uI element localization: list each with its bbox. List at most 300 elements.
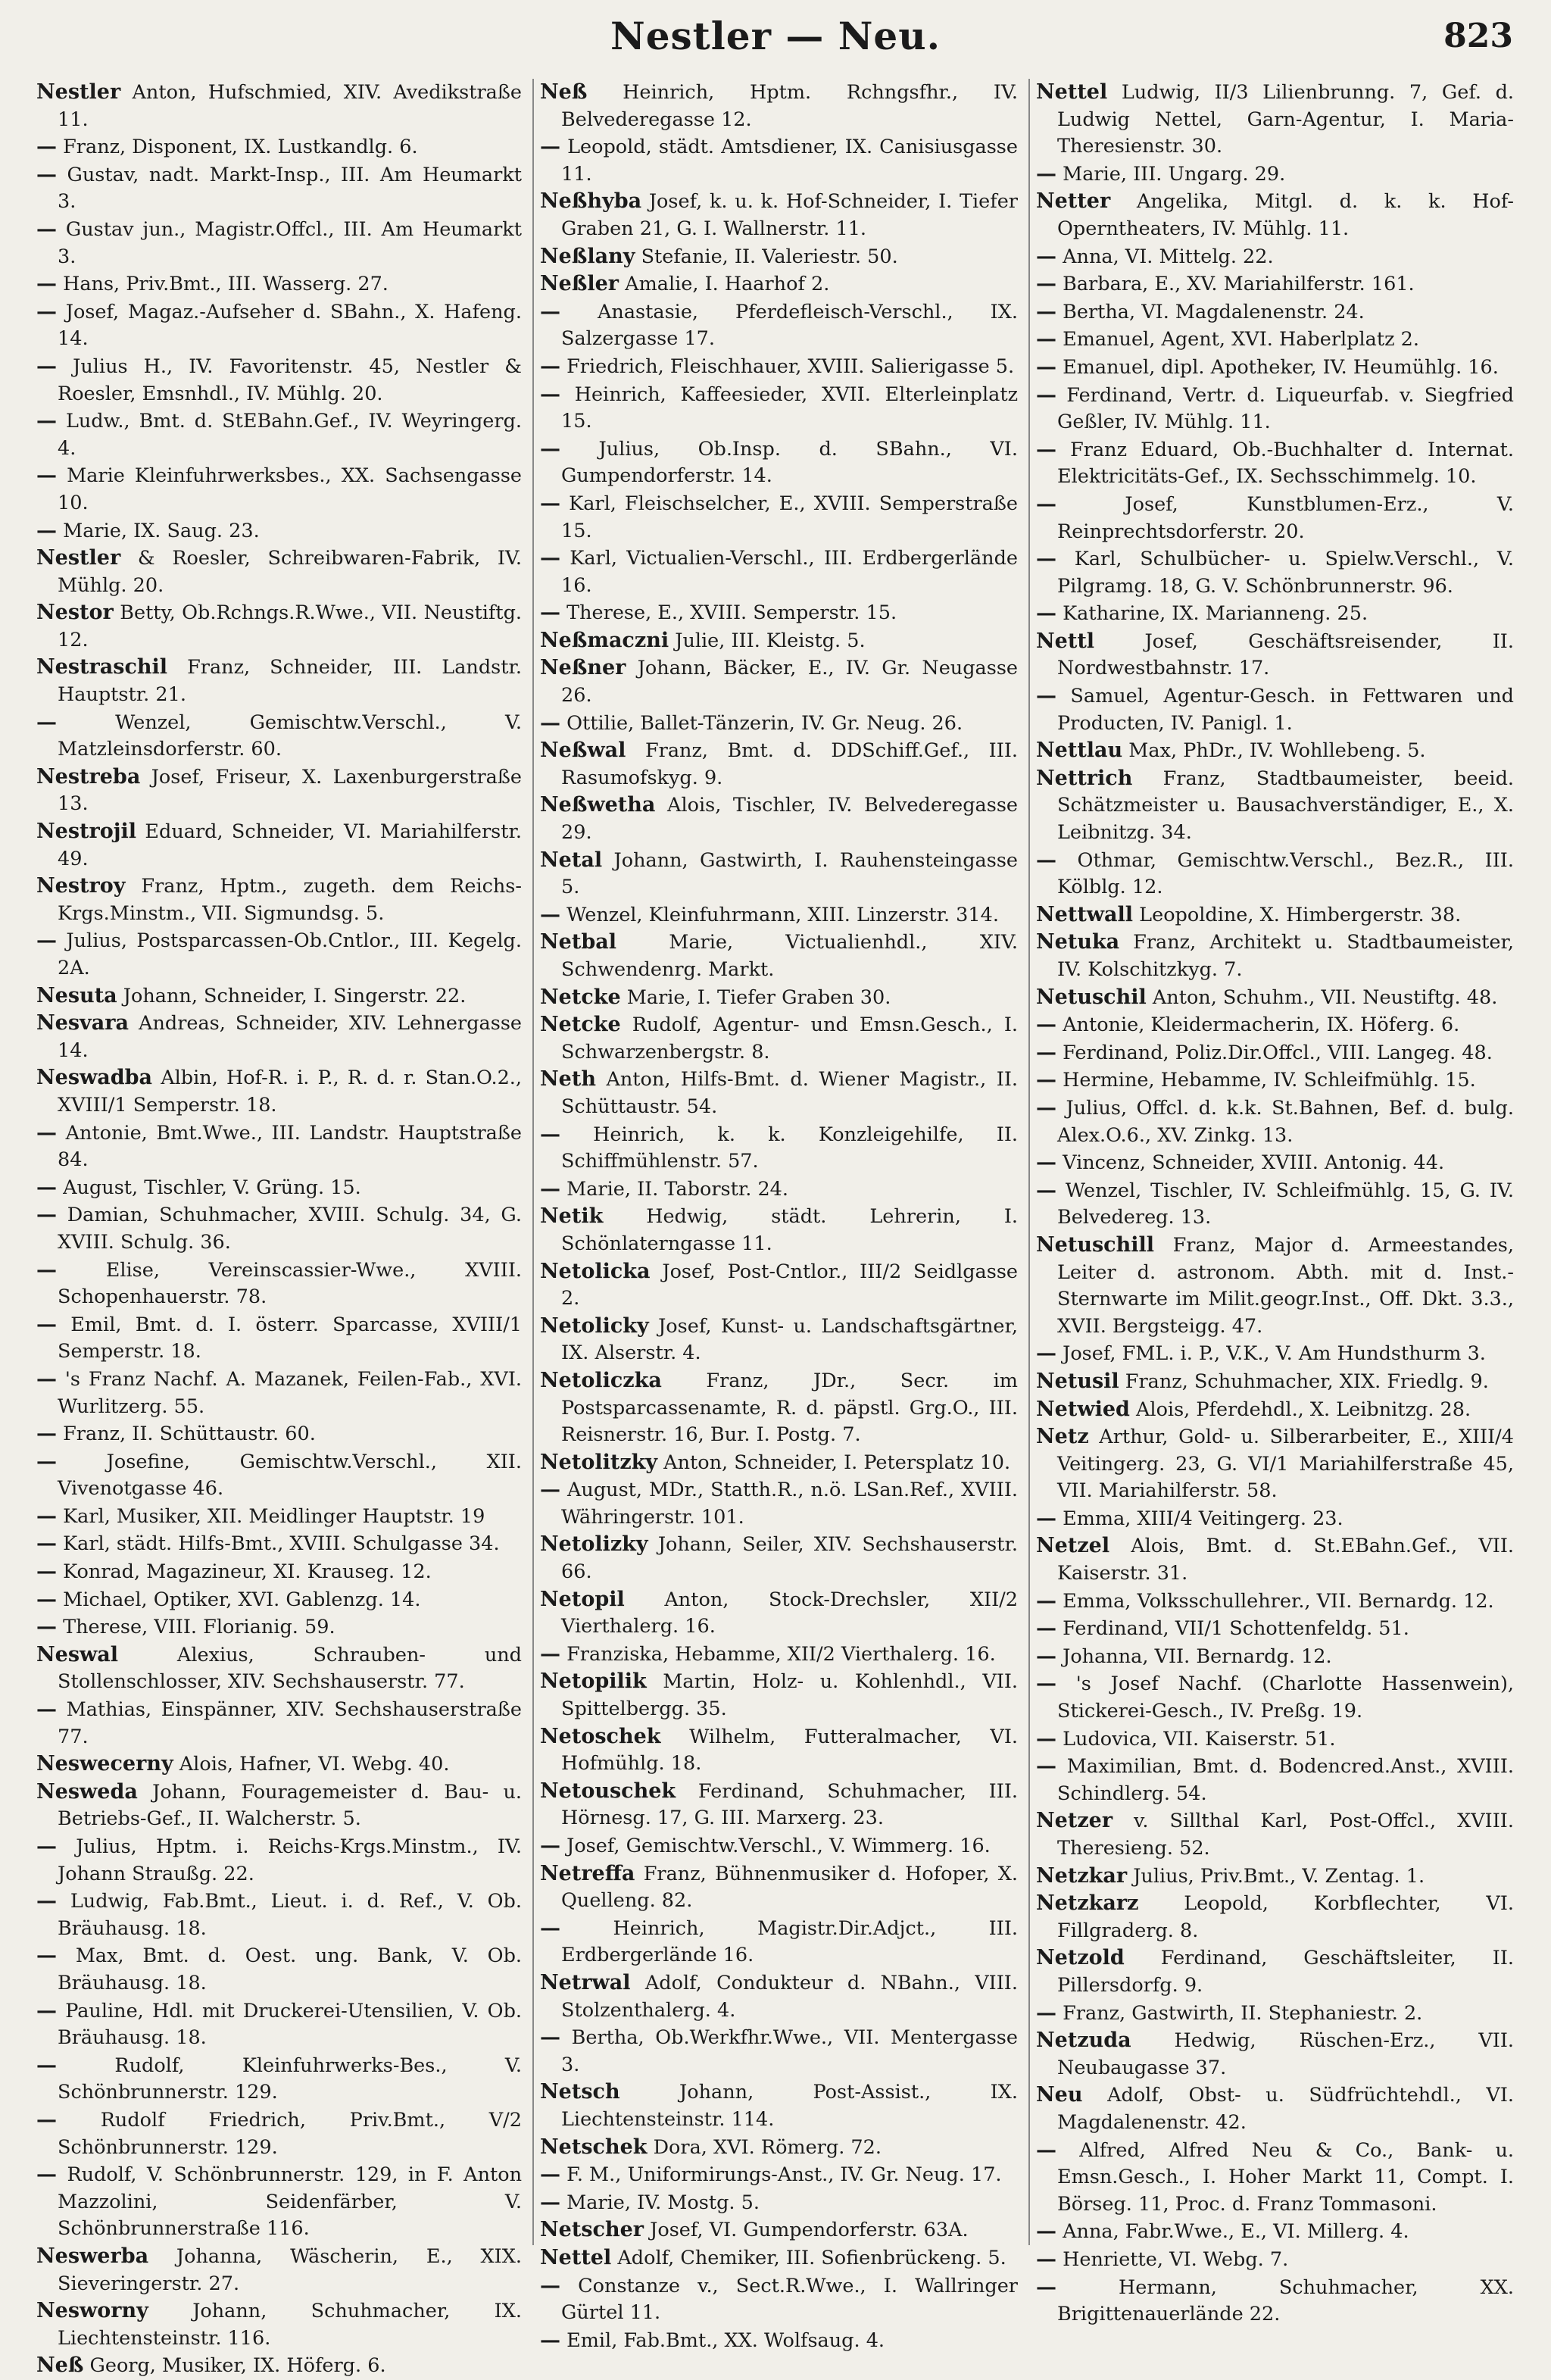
directory-entry [36, 2161, 522, 2243]
entry-details: & Roesler, Schreibwaren-Fabrik, IV. Mühlg. 20. [58, 547, 523, 597]
directory-entry [1036, 79, 1514, 161]
entry-details: Friedrich, Fleischhauer, XVIII. Salierigasse 5. [566, 355, 1015, 378]
entry-surname: Neßmaczni [540, 628, 669, 652]
entry-details: Rudolf, Agentur- und Emsn.Gesch., I. Schwarzenbergstr. 8. [561, 1014, 1018, 1064]
directory-entry [1036, 1588, 1514, 1616]
directory-entry [540, 627, 1018, 655]
entry-details: Karl, Victualien-Verschl., III. Erdbergerlände 16. [561, 547, 1018, 597]
entry-surname: — [1036, 848, 1056, 872]
entry-surname: — [1036, 2219, 1056, 2244]
entry-surname: Netopilik [540, 1669, 647, 1694]
entry-surname: Netouschek [540, 1779, 676, 1803]
entry-details: v. Sillthal Karl, Post-Offcl., XVIII. Theresieng. 52. [1057, 1810, 1514, 1860]
entry-details: Karl, städt. Hilfs-Bmt., XVIII. Schulgasse 34. [63, 1532, 500, 1556]
directory-entry [1036, 1615, 1514, 1643]
entry-surname: — [36, 710, 57, 734]
entry-details: Ludwig, II/3 Lilienbrunng. 7, Gef. d. Ludwig Nettel, Garn-Agentur, I. Maria-Theresienstr. 30. [1057, 81, 1515, 158]
entry-surname: — [540, 1122, 560, 1146]
directory-entry [1036, 354, 1514, 382]
entry-surname: — [36, 1698, 57, 1722]
entry-details: Franz, Major d. Armeestandes, Leiter d. astronom. Abth. mit d. Inst.-Sternwarte im Milit.geogr.Inst., Off. Dkt. 3.3., XVII. Bergsteigg. 47. [1057, 1233, 1515, 1338]
directory-entry [36, 1311, 522, 1366]
entry-details: Josef, Geschäftsreisender, II. Nordwestbahnstr. 17. [1057, 629, 1514, 680]
entry-details: Josef, Post-Cntlor., III/2 Seidlgasse 2. [561, 1260, 1019, 1310]
directory-entry [540, 1723, 1018, 1778]
entry-surname: Nestler [36, 80, 121, 104]
entry-details: Anna, VI. Mittelg. 22. [1063, 245, 1274, 268]
directory-entry [540, 1832, 1018, 1860]
entry-details: Leopoldine, X. Himbergerstr. 38. [1139, 903, 1462, 926]
entry-details: Ferdinand, Geschäftsleiter, II. Pillersdorfg. 9. [1057, 1947, 1514, 1997]
directory-entry [540, 1531, 1018, 1585]
directory-entry [36, 2107, 522, 2161]
entry-surname: — [36, 464, 57, 488]
directory-entry [540, 901, 1018, 929]
entry-details: Anastasie, Pferdefleisch-Verschl., IX. Salzergasse 17. [561, 300, 1018, 351]
entry-details: Emil, Bmt. d. I. österr. Sparcasse, XVIII/1 Semperstr. 18. [58, 1313, 523, 1363]
directory-entry [540, 2161, 1018, 2189]
entry-details: August, MDr., Statth.R., n.ö. LSan.Ref., XVIII. Währingerstr. 101. [561, 1479, 1018, 1529]
column-3 [1028, 79, 1515, 2326]
directory-entry [1036, 2000, 1514, 2028]
entry-details: Johann, Seiler, XIV. Sechshauserstr. 66. [561, 1533, 1019, 1584]
directory-entry [540, 1258, 1018, 1313]
entry-surname: — [36, 1257, 57, 1282]
directory-entry [36, 982, 522, 1010]
entry-surname: — [1036, 1506, 1056, 1530]
directory-entry [540, 1449, 1018, 1477]
directory-entry [540, 847, 1018, 901]
entry-details: Ferdinand, Schuhmacher, III. Hörnesg. 17, G. III. Marxerg. 23. [561, 1779, 1019, 1830]
entry-details: Ferdinand, Vertr. d. Liqueurfab. v. Siegfried Geßler, IV. Mühlg. 11. [1057, 383, 1514, 434]
directory-entry [540, 1586, 1018, 1641]
entry-details: Henriette, VI. Webg. 7. [1063, 2247, 1289, 2271]
directory-entry [1036, 2027, 1514, 2082]
entry-details: Heinrich, k. k. Konzleigehilfe, II. Schiffmühlenstr. 57. [561, 1123, 1018, 1173]
directory-entry [1036, 188, 1514, 242]
column-2 [532, 79, 1019, 2352]
entry-details: Franz, Stadtbaumeister, beeid. Schätzmeister u. Bausachverständiger, E., X. Leibnitzg. 34. [1057, 767, 1515, 845]
entry-details: Johanna, VII. Bernardg. 12. [1063, 1644, 1332, 1668]
entry-surname: — [1036, 2138, 1056, 2162]
directory-entry [36, 517, 522, 545]
directory-entry [540, 2024, 1018, 2079]
entry-surname: — [36, 162, 57, 186]
entry-details: Franz, Bmt. d. DDSchiff.Gef., III. Rasumofskyg. 9. [561, 739, 1018, 789]
entry-surname: — [36, 1203, 57, 1227]
entry-surname: — [36, 217, 57, 241]
entry-details: Leopold, städt. Amtsdiener, IX. Canisiusgasse 11. [561, 136, 1018, 186]
directory-entry [1036, 2274, 1514, 2328]
entry-details: Josef, FML. i. P., V.K., V. Am Hundsthurm 3. [1063, 1342, 1486, 1366]
entry-surname: — [1036, 1178, 1056, 1202]
entry-surname: — [1036, 1151, 1056, 1175]
entry-surname: Neß [36, 2353, 84, 2378]
entry-surname: Netter [1036, 189, 1111, 214]
directory-entry [36, 1641, 522, 1696]
directory-entry [1036, 2246, 1514, 2274]
directory-entry [1036, 1670, 1514, 1725]
entry-surname: — [36, 1560, 57, 1584]
entry-surname: — [540, 2273, 560, 2297]
entry-surname: — [540, 902, 560, 926]
directory-entry [36, 408, 522, 462]
entry-details: Wenzel, Gemischtw.Verschl., V. Matzleinsdorferstr. 60. [58, 711, 523, 761]
entry-surname: Nestreba [36, 764, 141, 789]
entry-surname: — [540, 1641, 560, 1666]
entry-details: Alois, Hafner, VI. Webg. 40. [179, 1753, 450, 1776]
entry-details: Rudolf Friedrich, Priv.Bmt., V/2 Schönbrunnerstr. 129. [58, 2108, 523, 2159]
entry-surname: Nesweda [36, 1779, 138, 1804]
entry-surname: Neswal [36, 1642, 119, 1666]
entry-surname: Netsch [540, 2080, 620, 2104]
directory-entry [1036, 243, 1514, 271]
entry-surname: — [36, 1889, 57, 1913]
entry-surname: — [1036, 1672, 1056, 1696]
entry-surname: Netzkarz [1036, 1891, 1139, 1916]
entry-surname: Nettlau [1036, 739, 1123, 763]
entry-details: Samuel, Agentur-Gesch. in Fettwaren und Producten, IV. Panigl. 1. [1057, 685, 1514, 735]
entry-details: Josef, Friseur, X. Laxenburgerstraße 13. [58, 765, 522, 816]
entry-details: Anton, Hilfs-Bmt. d. Wiener Magistr., II. Schüttaustr. 54. [561, 1068, 1018, 1118]
directory-entry [540, 243, 1018, 271]
entry-surname: Nettrich [1036, 766, 1133, 790]
entry-details: Martin, Holz- u. Kohlenhdl., VII. Spittelbergg. 35. [561, 1670, 1018, 1721]
entry-details: Anton, Schneider, I. Petersplatz 10. [663, 1451, 1011, 1474]
entry-surname: — [540, 2025, 560, 2050]
entry-surname: Netuka [1036, 930, 1120, 954]
directory-entry [1036, 1011, 1514, 1039]
entry-surname: — [1036, 1068, 1056, 1092]
directory-entry [36, 79, 522, 133]
directory-entry [1036, 1753, 1514, 1807]
entry-surname: Netzkar [1036, 1863, 1128, 1888]
entry-details: Julius, Priv.Bmt., V. Zentag. 1. [1133, 1864, 1425, 1888]
directory-entry [540, 2244, 1018, 2272]
directory-entry [1036, 1095, 1514, 1149]
directory-entry [36, 1997, 522, 2052]
entry-surname: Nesworny [36, 2299, 148, 2323]
directory-entry [1036, 298, 1514, 326]
entry-surname: — [36, 1366, 57, 1391]
entry-surname: — [36, 1504, 57, 1528]
entry-surname: Netzer [1036, 1809, 1113, 1833]
entry-details: Mathias, Einspänner, XIV. Sechshauserstraße 77. [58, 1698, 523, 1748]
directory-entry [36, 2352, 522, 2380]
entry-surname: — [1036, 1095, 1056, 1120]
entry-details: Franziska, Hebamme, XII/2 Vierthalerg. 16. [566, 1642, 996, 1666]
entry-surname: — [1036, 161, 1056, 186]
entry-surname: Nestroy [36, 874, 126, 898]
directory-entry [36, 1120, 522, 1174]
directory-entry [1036, 1396, 1514, 1424]
entry-details: Marie Kleinfuhrwerksbes., XX. Sachsengasse 10. [58, 464, 522, 514]
directory-entry [1036, 1944, 1514, 1999]
entry-details: Marie, I. Tiefer Graben 30. [626, 985, 891, 1009]
entry-details: Emma, XIII/4 Veitingerg. 23. [1063, 1507, 1343, 1530]
directory-entry [36, 1530, 522, 1558]
entry-surname: Nestrojil [36, 820, 137, 844]
entry-surname: — [36, 1175, 57, 1199]
directory-entry [36, 2297, 522, 2352]
entry-details: Antonie, Bmt.Wwe., III. Landstr. Hauptstraße 84. [58, 1121, 522, 1172]
entry-surname: — [36, 1944, 57, 1968]
entry-details: Stefanie, II. Valeriestr. 50. [641, 245, 898, 268]
directory-entry [540, 1778, 1018, 1832]
directory-entry [1036, 161, 1514, 189]
entry-surname: — [36, 1422, 57, 1446]
entry-surname: — [36, 2163, 57, 2187]
entry-surname: — [1036, 327, 1056, 351]
entry-details: Barbara, E., XV. Mariahilferstr. 161. [1063, 273, 1415, 296]
directory-entry [36, 1833, 522, 1888]
entry-details: Max, Bmt. d. Oest. ung. Bank, V. Ob. Bräuhausg. 18. [58, 1944, 522, 1994]
directory-entry [1036, 628, 1514, 682]
entry-details: Othmar, Gemischtw.Verschl., Bez.R., III. Kölblg. 12. [1057, 848, 1514, 899]
entry-details: Marie, IX. Saug. 23. [63, 519, 260, 542]
entry-details: Julius, Offcl. d. k.k. St.Bahnen, Bef. d. bulg. Alex.O.6., XV. Zinkg. 13. [1057, 1096, 1514, 1147]
entry-details: Gustav, nadt. Markt-Insp., III. Am Heumarkt 3. [58, 163, 522, 214]
directory-entry [36, 1257, 522, 1311]
directory-entry [1036, 737, 1514, 765]
directory-entry [1036, 901, 1514, 929]
entry-surname: — [36, 409, 57, 433]
entry-surname: Nesuta [36, 983, 117, 1007]
directory-entry [1036, 2082, 1514, 2136]
entry-surname: — [36, 1835, 57, 1858]
entry-surname: — [36, 1312, 57, 1336]
entry-surname: — [540, 711, 560, 735]
entry-details: Josef, Magaz.-Aufseher d. SBahn., X. Hafeng. 14. [58, 300, 522, 351]
entry-surname: — [540, 382, 560, 406]
directory-entry [1036, 1532, 1514, 1587]
entry-surname: — [1036, 1013, 1056, 1037]
entry-surname: — [1036, 547, 1056, 571]
directory-entry [540, 929, 1018, 983]
directory-entry [540, 1176, 1018, 1204]
directory-entry [1036, 382, 1514, 436]
entry-details: Johann, Post-Assist., IX. Liechtensteinstr. 114. [561, 2081, 1018, 2131]
entry-details: Johann, Bäcker, E., IV. Gr. Neugasse 26. [561, 657, 1018, 707]
entry-details: Amalie, I. Haarhof 2. [625, 273, 830, 296]
entry-surname: — [36, 1587, 57, 1611]
directory-entry [540, 545, 1018, 599]
directory-entry [540, 270, 1018, 298]
entry-surname: Neswadba [36, 1066, 153, 1090]
entry-surname: Nettel [1036, 80, 1108, 104]
entry-details: Karl, Musiker, XII. Meidlinger Hauptstr. 19 [63, 1504, 485, 1528]
directory-entry [540, 792, 1018, 846]
directory-entry [540, 1121, 1018, 1176]
entry-details: Adolf, Obst- u. Südfrüchtehdl., VI. Magdalenenstr. 42. [1057, 2084, 1514, 2134]
entry-surname: Netoschek [540, 1724, 661, 1748]
entry-surname: — [36, 1532, 57, 1556]
directory-entry [1036, 1423, 1514, 1505]
directory-entry [36, 1503, 522, 1531]
entry-surname: — [540, 2163, 560, 2187]
entry-surname: Netzold [1036, 1946, 1125, 1970]
entry-details: Arthur, Gold- u. Silberarbeiter, E., XIII/4 Veitingerg. 23, G. VI/1 Mariahilferstraße 45, VII. Mariahilferstr. 58. [1057, 1426, 1515, 1503]
directory-entry [1036, 1890, 1514, 1944]
directory-entry [36, 599, 522, 654]
entry-details: Betty, Ob.Rchngs.R.Wwe., VII. Neustiftg. 12. [58, 601, 522, 651]
directory-entry [36, 1174, 522, 1202]
entry-details: Hedwig, Rüschen-Erz., VII. Neubaugasse 37. [1057, 2029, 1515, 2079]
entry-surname: Netcke [540, 1013, 621, 1037]
entry-surname: — [1036, 492, 1056, 516]
directory-entry [36, 1064, 522, 1119]
directory-entry [1036, 1368, 1514, 1396]
directory-entry [1036, 682, 1514, 737]
entry-details: Heinrich, Hptm. Rchngsfhr., IV. Belvederegasse 12. [561, 81, 1019, 131]
entry-details: Pauline, Hdl. mit Druckerei-Utensilien, V. Ob. Bräuhausg. 18. [58, 1999, 522, 2050]
entry-surname: — [36, 299, 57, 323]
entry-details: Josef, Kunst- u. Landschaftsgärtner, IX. Alserstr. 4. [561, 1314, 1019, 1365]
entry-surname: Netal [540, 848, 603, 872]
directory-entry [1036, 1340, 1514, 1368]
entry-details: Ferdinand, VII/1 Schottenfeldg. 51. [1063, 1617, 1409, 1641]
entry-surname: Neth [540, 1067, 596, 1092]
entry-details: Franz, Disponent, IX. Lustkandlg. 6. [63, 136, 418, 159]
entry-surname: Nesvara [36, 1011, 129, 1035]
entry-details: Josef, Kunstblumen-Erz., V. Reinprechtsdorferstr. 20. [1057, 492, 1514, 543]
entry-details: Emil, Fab.Bmt., XX. Wolfsaug. 4. [566, 2328, 885, 2352]
entry-surname: Neßler [540, 272, 619, 296]
entry-details: Max, PhDr., IV. Wohllebeng. 5. [1128, 739, 1426, 763]
entry-details: Wenzel, Tischler, IV. Schleifmühlg. 15, G. IV. Belvedereg. 13. [1057, 1179, 1515, 1229]
entry-details: Rudolf, Kleinfuhrwerks-Bes., V. Schönbrunnerstr. 129. [58, 2054, 522, 2104]
directory-entry [36, 1942, 522, 1997]
entry-details: Emanuel, dipl. Apotheker, IV. Heumühlg. 16. [1063, 355, 1499, 379]
directory-entry [1036, 270, 1514, 298]
directory-entry [540, 1313, 1018, 1367]
directory-columns [36, 79, 1515, 2378]
entry-details: Josef, k. u. k. Hof-Schneider, I. Tiefer Graben 21, G. I. Wallnerstr. 11. [561, 190, 1018, 240]
entry-details: Franz, Schuhmacher, XIX. Friedlg. 9. [1125, 1370, 1489, 1393]
entry-details: Johann, Schneider, I. Singerstr. 22. [123, 984, 467, 1007]
entry-surname: — [36, 2053, 57, 2077]
entry-surname: — [1036, 437, 1056, 461]
directory-entry [1036, 765, 1514, 847]
directory-entry [540, 353, 1018, 381]
directory-entry [36, 545, 522, 599]
directory-entry [36, 1586, 522, 1614]
directory-entry [36, 2052, 522, 2107]
entry-surname: — [540, 2190, 560, 2214]
directory-entry [540, 599, 1018, 627]
entry-surname: Netoliczka [540, 1368, 662, 1392]
entry-details: Julius H., IV. Favoritenstr. 45, Nestler & Roesler, Emsnhdl., IV. Mühlg. 20. [58, 355, 523, 405]
directory-entry [36, 1751, 522, 1779]
entry-surname: — [540, 1478, 560, 1502]
entry-details: Johann, Fouragemeister d. Bau- u. Betriebs-Gef., II. Walcherstr. 5. [58, 1780, 523, 1831]
entry-surname: — [36, 1615, 57, 1639]
entry-surname: — [36, 1449, 57, 1473]
entry-surname: Nestraschil [36, 655, 168, 679]
entry-surname: — [36, 1120, 57, 1145]
entry-details: Bertha, VI. Magdalenenstr. 24. [1063, 300, 1365, 323]
entry-surname: — [36, 1998, 57, 2022]
directory-entry [540, 188, 1018, 242]
entry-details: Emanuel, Agent, XVI. Haberlplatz 2. [1063, 328, 1419, 351]
entry-details: Hans, Priv.Bmt., III. Wasserg. 27. [63, 273, 389, 296]
entry-surname: — [1036, 1726, 1056, 1751]
entry-details: Franz Eduard, Ob.-Buchhalter d. Internat. Elektricitäts-Gef., IX. Sechsschimmelg. 10. [1057, 438, 1514, 489]
entry-surname: — [36, 2107, 57, 2132]
entry-surname: Netwied [1036, 1397, 1130, 1421]
entry-surname: — [540, 546, 560, 570]
directory-entry [36, 1010, 522, 1064]
entry-surname: — [540, 299, 560, 323]
entry-details: Ottilie, Ballet-Tänzerin, IV. Gr. Neug. 26. [566, 711, 963, 735]
entry-details: August, Tischler, V. Grüng. 15. [63, 1176, 361, 1199]
entry-surname: Netbal [540, 930, 616, 954]
entry-surname: — [540, 491, 560, 515]
directory-entry [36, 133, 522, 161]
entry-details: Alfred, Alfred Neu & Co., Bank- u. Emsn.Gesch., I. Hoher Markt 11, Compt. I. Börseg. 11, Proc. d. Franz Tommasoni. [1057, 2138, 1515, 2216]
directory-entry [36, 1613, 522, 1641]
entry-surname: Neßhyba [540, 189, 642, 214]
entry-details: Josefine, Gemischtw.Verschl., XII. Vivenotgasse 46. [58, 1450, 522, 1501]
entry-details: Josef, VI. Gumpendorferstr. 63A. [650, 2219, 969, 2242]
entry-surname: — [1036, 1341, 1056, 1366]
directory-entry [36, 927, 522, 982]
entry-surname: — [1036, 355, 1056, 379]
entry-surname: Netschek [540, 2135, 648, 2159]
page-number: 823 [1443, 17, 1513, 55]
entry-surname: — [36, 354, 57, 378]
entry-details: Damian, Schuhmacher, XVIII. Schulg. 34, G. XVIII. Schulg. 36. [58, 1204, 522, 1254]
entry-surname: — [540, 1834, 560, 1857]
entry-surname: Netolitzky [540, 1450, 658, 1474]
entry-details: Franz, Bühnenmusiker d. Hofoper, X. Quelleng. 82. [561, 1862, 1018, 1913]
directory-entry [540, 2327, 1018, 2355]
entry-details: F. M., Uniformirungs-Anst., IV. Gr. Neug. 17. [566, 2163, 1002, 2187]
entry-surname: Netopil [540, 1587, 625, 1611]
entry-surname: Netuschill [1036, 1232, 1155, 1257]
directory-entry [1036, 545, 1514, 600]
entry-details: Johanna, Wäscherin, E., XIX. Sieveringerstr. 27. [58, 2244, 522, 2295]
entry-details: Therese, VIII. Florianig. 59. [63, 1616, 335, 1639]
entry-details: Julius, Postsparcassen-Ob.Cntlor., III. Kegelg. 2A. [58, 929, 522, 979]
entry-surname: Netzuda [1036, 2029, 1131, 2053]
entry-surname: — [1036, 244, 1056, 268]
entry-surname: — [540, 1916, 560, 1940]
directory-entry [540, 1066, 1018, 1120]
entry-surname: — [1036, 1588, 1056, 1613]
entry-surname: — [36, 272, 57, 296]
directory-entry [540, 79, 1018, 133]
entry-details: Adolf, Chemiker, III. Sofienbrückeng. 5. [617, 2246, 1006, 2269]
entry-surname: Nestler [36, 546, 121, 570]
entry-surname: Neswerba [36, 2244, 149, 2268]
directory-entry [1036, 984, 1514, 1012]
entry-details: Gustav jun., Magistr.Offcl., III. Am Heumarkt 3. [58, 217, 522, 268]
entry-surname: — [1036, 601, 1056, 626]
directory-entry [540, 654, 1018, 709]
entry-details: Constanze v., Sect.R.Wwe., I. Wallringer Gürtel 11. [561, 2274, 1019, 2325]
entry-surname: — [1036, 1616, 1056, 1641]
entry-details: Marie, IV. Mostg. 5. [566, 2191, 760, 2214]
entry-details: Wenzel, Kleinfuhrmann, XIII. Linzerstr. 314. [566, 903, 999, 926]
entry-surname: Netolizky [540, 1532, 648, 1557]
entry-details: Alois, Bmt. d. St.EBahn.Gef., VII. Kaiserstr. 31. [1057, 1535, 1515, 1585]
directory-entry [36, 873, 522, 927]
entry-details: Karl, Schulbücher- u. Spielw.Verschl., V. Pilgramg. 18, G. V. Schönbrunnerstr. 96. [1057, 548, 1514, 598]
directory-entry [36, 764, 522, 818]
entry-surname: — [540, 354, 560, 378]
entry-details: Marie, II. Taborstr. 24. [566, 1177, 789, 1201]
